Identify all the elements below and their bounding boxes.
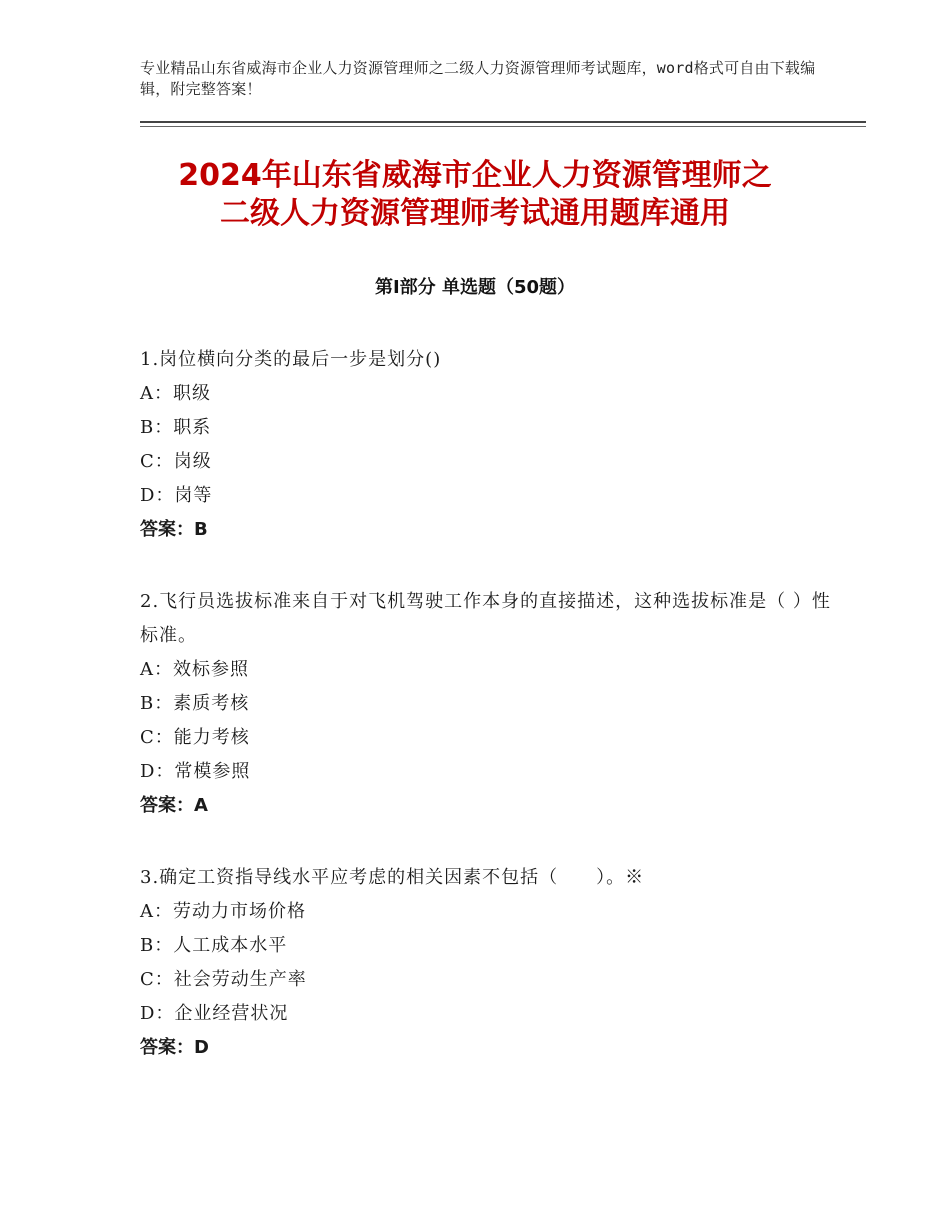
question-1 (140, 343, 840, 547)
answer-label: 答案：D (140, 1037, 209, 1058)
option-a: A：效标参照 (140, 659, 249, 680)
header-divider-thin (140, 126, 866, 127)
question-stem: 3.确定工资指导线水平应考虑的相关因素不包括（ ）。※ (140, 867, 645, 888)
option-b: B：职系 (140, 417, 212, 438)
header-note: 专业精品山东省威海市企业人力资源管理师之二级人力资源管理师考试题库，word格式可自由下载编辑，附完整答案！ (140, 59, 816, 98)
title-line-2: 二级人力资源管理师考试通用题库通用 (220, 196, 730, 231)
answer-label: 答案：A (140, 795, 208, 816)
section-title: 第Ⅰ部分 单选题（50题） (374, 277, 575, 298)
question-stem: 1.岗位横向分类的最后一步是划分() (140, 349, 442, 370)
option-b: B：素质考核 (140, 693, 250, 714)
option-d: D：常模参照 (140, 761, 251, 782)
question-2 (140, 585, 840, 823)
answer-label: 答案：B (140, 519, 208, 540)
header-divider-thick (140, 121, 866, 123)
option-c: C：社会劳动生产率 (140, 969, 307, 990)
option-a: A：劳动力市场价格 (140, 901, 306, 922)
question-list (140, 343, 840, 1103)
title-line-1: 2024年山东省威海市企业人力资源管理师之 (178, 158, 772, 193)
option-d: D：岗等 (140, 485, 213, 506)
option-b: B：人工成本水平 (140, 935, 288, 956)
document-title (110, 157, 840, 233)
question-stem: 2.飞行员选拔标准来自于对飞机驾驶工作本身的直接描述，这种选拔标准是（ ）性标准。 (140, 591, 831, 646)
option-c: C：岗级 (140, 451, 212, 472)
option-d: D：企业经营状况 (140, 1003, 289, 1024)
question-3 (140, 861, 840, 1065)
option-c: C：能力考核 (140, 727, 250, 748)
option-a: A：职级 (140, 383, 211, 404)
